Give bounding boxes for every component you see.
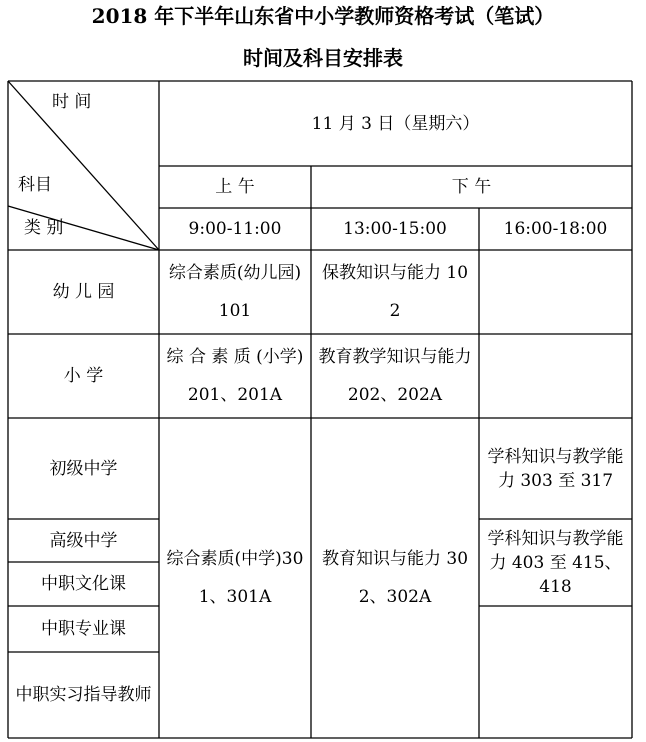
morning-header: 上 午 — [215, 177, 255, 197]
senior-high-slot3: 学科知识与教学能力 403 至 415、418 — [487, 528, 624, 597]
secondary-shared-slot2: 教育知识与能力 302、302A — [321, 549, 469, 607]
slot-header-3: 16:00-18:00 — [503, 219, 608, 239]
page-title: 2018 年下半年山东省中小学教师资格考试（笔试） — [91, 4, 555, 28]
diag-label-time: 时 间 — [52, 92, 92, 112]
row-label-senior-high: 高级中学 — [49, 530, 118, 551]
kindergarten-slot2: 保教知识与能力 102 — [321, 263, 469, 321]
primary-slot2: 教育教学知识与能力 202、202A — [318, 347, 472, 405]
diag-label-subject: 科目 — [18, 175, 52, 195]
slot-header-2: 13:00-15:00 — [343, 219, 447, 239]
row-label-vocational-major: 中职专业课 — [41, 619, 126, 639]
row-label-junior-high: 初级中学 — [49, 458, 118, 479]
diag-label-category: 类 别 — [24, 218, 64, 238]
row-label-vocational-culture: 中职文化课 — [41, 574, 126, 594]
afternoon-header: 下 午 — [451, 177, 492, 197]
page-subtitle: 时间及科目安排表 — [243, 46, 403, 70]
row-label-primary: 小 学 — [63, 366, 104, 386]
row-label-kindergarten: 幼 儿 园 — [52, 282, 115, 302]
secondary-shared-slot1: 综合素质(中学)301、301A — [166, 549, 304, 607]
slot-header-1: 9:00-11:00 — [188, 219, 282, 239]
junior-high-slot3: 学科知识与教学能力 303 至 317 — [487, 446, 624, 491]
row-label-vocational-internship: 中职实习指导教师 — [15, 685, 152, 705]
primary-slot1: 综 合 素 质 (小学)201、201A — [166, 347, 304, 405]
date-header: 11 月 3 日（星期六） — [311, 113, 480, 134]
kindergarten-slot1: 综合素质(幼儿园)101 — [168, 263, 302, 321]
